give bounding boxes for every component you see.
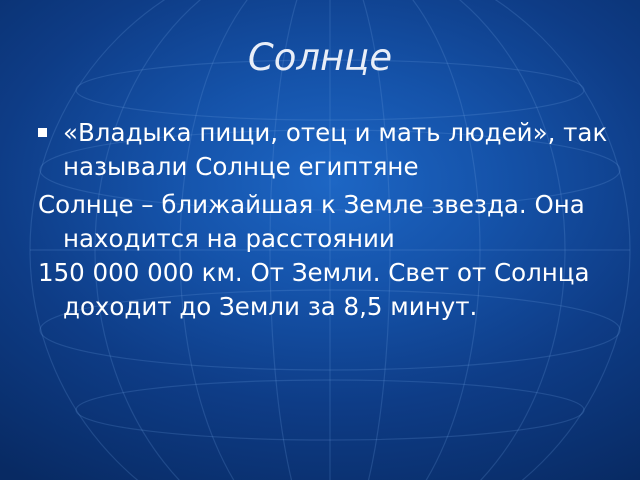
slide-body <box>38 116 618 324</box>
bullet-item <box>38 116 618 184</box>
paragraph-distance: 150 000 000 км. От Земли. Свет от Солнца доходит до Земли за 8,5 минут. <box>38 258 590 321</box>
paragraph-nearest-star: Солнце – ближайшая к Земле звезда. Она находится на расстоянии <box>38 190 585 253</box>
square-bullet-icon <box>38 128 47 137</box>
bullet-text: «Владыка пищи, отец и мать людей», так называли Солнце египтяне <box>63 118 608 181</box>
slide-title: Солнце <box>247 36 393 79</box>
